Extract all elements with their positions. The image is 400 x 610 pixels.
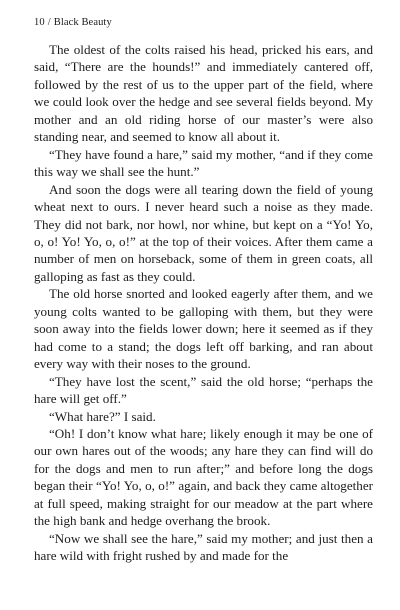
- paragraph: “They have found a hare,” said my mother, “and if they come this way we shall see the hunt.”: [34, 146, 373, 180]
- body-text: [34, 41, 373, 565]
- running-head: [34, 16, 112, 30]
- paragraph: The oldest of the colts raised his head, pricked his ears, and said, “There are the hounds!” and immediately cantered off, followed by the rest of us to the upper part of the field, where we could look over the hedge and see several fields beyond. My mother and an old riding horse of our master’s were also standing near, and seemed to know all about it.: [34, 42, 373, 145]
- book-title: Black Beauty: [53, 17, 112, 28]
- paragraph: The old horse snorted and looked eagerly after them, and we young colts wanted to be galloping with them, but they were soon away into the fields lower down; here it seemed as if they had come to a stand; the dogs left off barking, and ran about every way with their noses to the ground.: [34, 286, 373, 372]
- paragraph: “Oh! I don’t know what hare; likely enough it may be one of our own hares out of the woods; any hare they can find will do for the dogs and men to run after;” and before long the dogs began their “Yo! Yo, o, o!” again, and back they came altogether at full speed, making straight for our meadow at the part where the high bank and hedge overhang the brook.: [34, 425, 373, 529]
- paragraph: “They have lost the scent,” said the old horse; “perhaps the hare will get off.”: [34, 373, 373, 407]
- page-number: 10: [34, 17, 45, 28]
- paragraph: And soon the dogs were all tearing down the field of young wheat next to ours. I never heard such a noise as they made. They did not bark, nor howl, nor whine, but kept on a “Yo! Yo, o, o! Yo! Yo, o, o!” at the top of their voices. After them came a number of men on horseback, some of them in green coats, all galloping as fast as they could.: [34, 181, 373, 284]
- paragraph: “Now we shall see the hare,” said my mother; and just then a hare wild with fright rushed by and made for the: [34, 530, 373, 564]
- paragraph: “What hare?” I said.: [49, 408, 156, 424]
- running-head-separator: /: [47, 17, 51, 28]
